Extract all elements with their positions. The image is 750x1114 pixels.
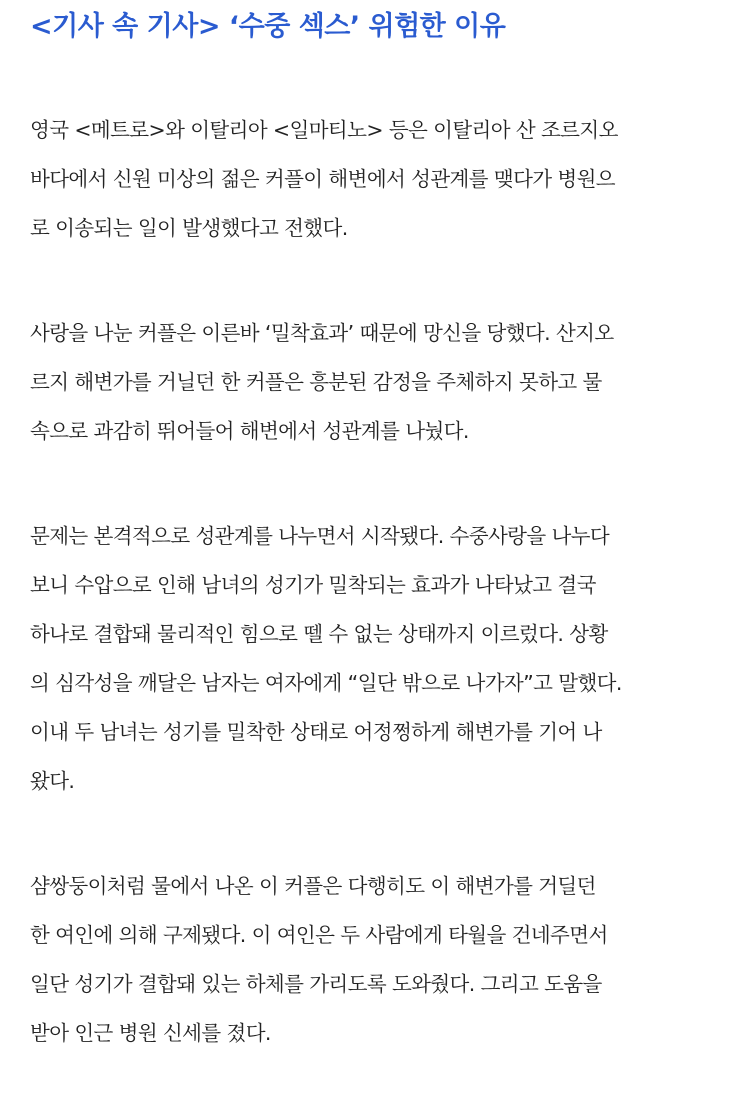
paragraph-line: 르지 해변가를 거닐던 한 커플은 흥분된 감정을 주체하지 못하고 물	[30, 370, 602, 394]
article-body	[30, 106, 730, 1114]
paragraph-line: 받아 인근 병원 신세를 졌다.	[30, 1021, 271, 1045]
paragraph-line: 바다에서 신원 미상의 젊은 커플이 해변에서 성관계를 맺다가 병원으	[30, 167, 616, 191]
paragraph-1	[30, 106, 730, 253]
paragraph-line: 로 이송되는 일이 발생했다고 전했다.	[30, 216, 348, 240]
paragraph-line: 일단 성기가 결합돼 있는 하체를 가리도록 도와줬다. 그리고 도움을	[30, 972, 602, 996]
paragraph-line: 의 심각성을 깨달은 남자는 여자에게 “일단 밖으로 나가자”고 말했다.	[30, 671, 622, 695]
paragraph-2	[30, 309, 730, 456]
paragraph-line: 하나로 결합돼 물리적인 힘으로 뗄 수 없는 상태까지 이르렀다. 상황	[30, 622, 608, 646]
paragraph-line: 영국 <메트로>와 이탈리아 <일마티노> 등은 이탈리아 산 조르지오	[30, 118, 618, 142]
paragraph-line: 사랑을 나눈 커플은 이른바 ‘밀착효과’ 때문에 망신을 당했다. 산지오	[30, 321, 614, 345]
paragraph-line: 샴쌍둥이처럼 물에서 나온 이 커플은 다행히도 이 해변가를 거딜던	[30, 874, 596, 898]
paragraph-line: 이내 두 남녀는 성기를 밀착한 상태로 어정쩡하게 해변가를 기어 나	[30, 720, 602, 744]
paragraph-line: 문제는 본격적으로 성관계를 나누면서 시작됐다. 수중사랑을 나누다	[30, 524, 610, 548]
paragraph-line: 속으로 과감히 뛰어들어 해변에서 성관계를 나눴다.	[30, 419, 469, 443]
paragraph-line: 왔다.	[30, 769, 75, 793]
paragraph-3	[30, 512, 730, 806]
article-headline: <기사 속 기사> ‘수중 섹스’ 위험한 이유	[30, 11, 506, 42]
paragraph-line: 보니 수압으로 인해 남녀의 성기가 밀착되는 효과가 나타났고 결국	[30, 573, 596, 597]
paragraph-line: 한 여인에 의해 구제됐다. 이 여인은 두 사람에게 타월을 건네주면서	[30, 923, 608, 947]
paragraph-4	[30, 862, 730, 1058]
article	[30, 0, 730, 1045]
